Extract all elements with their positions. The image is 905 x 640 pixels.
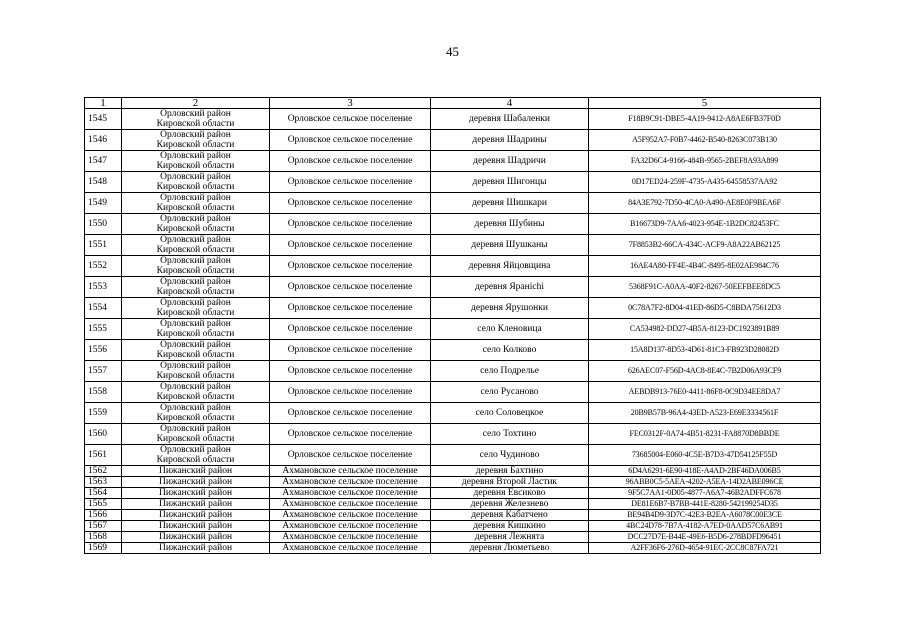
table-row (85, 277, 821, 298)
region-name: Кировской области (156, 266, 235, 276)
guid-cell: DCC27D7E-B44E-49E6-B5D6-278BDFD96451 (589, 532, 821, 543)
settlement-cell: Орловское сельское поселение (270, 193, 431, 214)
district-name: Пижанский район (158, 466, 233, 476)
settlement-cell: Орловское сельское поселение (270, 277, 431, 298)
settlement-cell: Ахмановское сельское поселение (270, 477, 431, 488)
settlement-cell: Орловское сельское поселение (270, 214, 431, 235)
place-cell: деревня Шишкари (431, 193, 589, 214)
table-row (85, 499, 821, 510)
row-number-cell: 1549 (85, 193, 122, 214)
place-cell: деревня Шигонцы (431, 172, 589, 193)
guid-cell: A5F952A7-F0B7-4462-B540-8263C073B130 (589, 130, 821, 151)
table-row (85, 235, 821, 256)
table-row (85, 424, 821, 445)
table-row (85, 510, 821, 521)
guid-cell: B16673D9-7AA6-4023-954E-1B2DC82453FC (589, 214, 821, 235)
guid-cell: 4BC24D78-7B7A-4182-A7ED-0AAD57C6AB91 (589, 521, 821, 532)
row-number-cell: 1548 (85, 172, 122, 193)
district-name: Орловский район (160, 445, 231, 455)
guid-cell: 15A8D137-8D53-4D61-81C3-FB923D28082D (589, 340, 821, 361)
region-name: Кировской области (156, 413, 235, 423)
table-row (85, 521, 821, 532)
guid-cell: 0C78A7F2-8D04-41ED-86D5-C8BDA75612D3 (589, 298, 821, 319)
column-header-2: 2 (122, 98, 270, 109)
settlement-cell: Орловское сельское поселение (270, 298, 431, 319)
settlement-cell: Орловское сельское поселение (270, 403, 431, 424)
table-row (85, 445, 821, 466)
district-cell (122, 510, 270, 521)
district-name: Орловский район (160, 193, 231, 203)
place-cell: село Русаново (431, 382, 589, 403)
table-row (85, 340, 821, 361)
place-cell: деревня Шадрины (431, 130, 589, 151)
column-header-5: 5 (589, 98, 821, 109)
district-cell (122, 466, 270, 477)
row-number-cell: 1569 (85, 543, 122, 554)
district-cell (122, 319, 270, 340)
district-name: Пижанский район (158, 543, 233, 553)
guid-cell: 73685004-E060-4C5E-B7D3-47D54125F55D (589, 445, 821, 466)
row-number-cell: 1546 (85, 130, 122, 151)
guid-cell: CA534982-DD27-4B5A-8123-DC1923891B89 (589, 319, 821, 340)
place-cell: деревня Шадричи (431, 151, 589, 172)
table-row (85, 256, 821, 277)
table-row (85, 130, 821, 151)
place-cell: деревня Кабатчено (431, 510, 589, 521)
settlement-cell: Орловское сельское поселение (270, 445, 431, 466)
table-header-row (85, 98, 821, 109)
region-name: Кировской области (156, 455, 235, 465)
district-cell (122, 543, 270, 554)
row-number-cell: 1558 (85, 382, 122, 403)
settlement-cell: Орловское сельское поселение (270, 319, 431, 340)
table-row (85, 532, 821, 543)
column-header-4: 4 (431, 98, 589, 109)
district-name: Пижанский район (158, 499, 233, 509)
place-cell: деревня Лежнята (431, 532, 589, 543)
district-name: Орловский район (160, 319, 231, 329)
guid-cell: FEC0312F-0A74-4B51-8231-FA8870D8BBDE (589, 424, 821, 445)
district-name: Орловский район (160, 298, 231, 308)
column-header-1: 1 (85, 98, 122, 109)
place-cell: деревня Яранichi (431, 277, 589, 298)
guid-cell: 0D17ED24-259F-4735-A435-64558537AA92 (589, 172, 821, 193)
district-name: Орловский район (160, 403, 231, 413)
place-cell: село Тохтино (431, 424, 589, 445)
place-cell: село Подрелье (431, 361, 589, 382)
place-cell: деревня Шушканы (431, 235, 589, 256)
guid-cell: 626AEC07-F56D-4AC8-8E4C-7B2D06A93CF9 (589, 361, 821, 382)
district-cell (122, 477, 270, 488)
district-cell (122, 172, 270, 193)
place-cell: деревня Евсиково (431, 488, 589, 499)
district-cell (122, 256, 270, 277)
guid-cell: F18B9C91-DBE5-4A19-9412-A8AE6FB37F0D (589, 109, 821, 130)
district-cell (122, 109, 270, 130)
district-name: Орловский район (160, 235, 231, 245)
guid-cell: 20B9B57B-96A4-43ED-A523-E69E3334561F (589, 403, 821, 424)
table-row (85, 488, 821, 499)
table-body (85, 109, 821, 554)
page-number: 45 (446, 44, 459, 59)
row-number-cell: 1550 (85, 214, 122, 235)
district-name: Пижанский район (158, 488, 233, 498)
guid-cell: 6D4A6291-6E90-418E-A4AD-2BF46DA006B5 (589, 466, 821, 477)
district-name: Орловский район (160, 382, 231, 392)
district-cell (122, 424, 270, 445)
district-name: Пижанский район (158, 477, 233, 487)
guid-cell: AEBDB913-76E0-4411-86F8-0C9D34EE8DA7 (589, 382, 821, 403)
row-number-cell: 1560 (85, 424, 122, 445)
settlement-cell: Ахмановское сельское поселение (270, 510, 431, 521)
table-row (85, 477, 821, 488)
settlement-cell: Ахмановское сельское поселение (270, 466, 431, 477)
table-row (85, 109, 821, 130)
region-name: Кировской области (156, 308, 235, 318)
region-name: Кировской области (156, 371, 235, 381)
row-number-cell: 1554 (85, 298, 122, 319)
guid-cell: BE94B4D9-3D7C-42E3-B2EA-A6078C00E3CE (589, 510, 821, 521)
settlement-cell: Ахмановское сельское поселение (270, 521, 431, 532)
district-cell (122, 445, 270, 466)
district-name: Орловский район (160, 277, 231, 287)
row-number-cell: 1556 (85, 340, 122, 361)
settlement-cell: Орловское сельское поселение (270, 151, 431, 172)
table-row (85, 403, 821, 424)
table-row (85, 319, 821, 340)
guid-cell: 5368F91C-A0AA-40F2-8267-50EEFBEE8DC5 (589, 277, 821, 298)
settlement-cell: Орловское сельское поселение (270, 340, 431, 361)
table-row (85, 193, 821, 214)
settlement-cell: Ахмановское сельское поселение (270, 488, 431, 499)
row-number-cell: 1563 (85, 477, 122, 488)
district-cell (122, 488, 270, 499)
settlement-cell: Орловское сельское поселение (270, 130, 431, 151)
place-cell: деревня Шабаленки (431, 109, 589, 130)
guid-cell: 16AE4A80-FF4E-4B4C-8495-8E02AE984C76 (589, 256, 821, 277)
district-cell (122, 340, 270, 361)
region-name: Кировской области (156, 329, 235, 339)
row-number-cell: 1551 (85, 235, 122, 256)
row-number-cell: 1555 (85, 319, 122, 340)
place-cell: село Колково (431, 340, 589, 361)
row-number-cell: 1565 (85, 499, 122, 510)
district-name: Орловский район (160, 424, 231, 434)
place-cell: село Чудиново (431, 445, 589, 466)
district-cell (122, 193, 270, 214)
district-cell (122, 277, 270, 298)
table-row (85, 298, 821, 319)
district-name: Орловский район (160, 109, 231, 119)
district-name: Орловский район (160, 172, 231, 182)
district-cell (122, 499, 270, 510)
guid-cell: 96ABB0C5-5AEA-4202-A5EA-14D2ABE096CE (589, 477, 821, 488)
row-number-cell: 1545 (85, 109, 122, 130)
table-row (85, 214, 821, 235)
row-number-cell: 1553 (85, 277, 122, 298)
guid-cell: 9F5C7AA1-0D05-4877-A6A7-46B2ADFFC678 (589, 488, 821, 499)
district-name: Пижанский район (158, 510, 233, 520)
row-number-cell: 1564 (85, 488, 122, 499)
table-row (85, 466, 821, 477)
region-name: Кировской области (156, 203, 235, 213)
table-row (85, 382, 821, 403)
region-name: Кировской области (156, 161, 235, 171)
settlement-cell: Орловское сельское поселение (270, 109, 431, 130)
district-cell (122, 532, 270, 543)
settlement-cell: Орловское сельское поселение (270, 235, 431, 256)
region-name: Кировской области (156, 245, 235, 255)
settlement-cell: Ахмановское сельское поселение (270, 532, 431, 543)
place-cell: деревня Кишкино (431, 521, 589, 532)
settlement-cell: Орловское сельское поселение (270, 172, 431, 193)
column-header-3: 3 (270, 98, 431, 109)
table-row (85, 172, 821, 193)
row-number-cell: 1568 (85, 532, 122, 543)
guid-cell: DE81E6B7-B7BB-441E-8280-542199254D35 (589, 499, 821, 510)
row-number-cell: 1557 (85, 361, 122, 382)
place-cell: деревня Ярушонки (431, 298, 589, 319)
place-cell: деревня Бахтино (431, 466, 589, 477)
settlement-cell: Ахмановское сельское поселение (270, 499, 431, 510)
row-number-cell: 1552 (85, 256, 122, 277)
district-cell (122, 361, 270, 382)
region-name: Кировской области (156, 140, 235, 150)
place-cell: деревня Шубины (431, 214, 589, 235)
settlement-cell: Орловское сельское поселение (270, 256, 431, 277)
guid-cell: 84A3E792-7D50-4CA0-A490-AE8E0F9BEA6F (589, 193, 821, 214)
district-name: Орловский район (160, 130, 231, 140)
district-name: Орловский район (160, 151, 231, 161)
district-cell (122, 403, 270, 424)
row-number-cell: 1559 (85, 403, 122, 424)
region-name: Кировской области (156, 287, 235, 297)
place-cell: село Кленовица (431, 319, 589, 340)
table-row (85, 543, 821, 554)
guid-cell: FA32D6C4-9166-484B-9565-2BEF8A93A899 (589, 151, 821, 172)
settlement-cell: Ахмановское сельское поселение (270, 543, 431, 554)
region-name: Кировской области (156, 434, 235, 444)
district-cell (122, 235, 270, 256)
guid-cell: A2FF36F6-276D-4654-91EC-2CC8C87FA721 (589, 543, 821, 554)
district-name: Орловский район (160, 340, 231, 350)
district-name: Орловский район (160, 361, 231, 371)
row-number-cell: 1547 (85, 151, 122, 172)
place-cell: село Соловецкое (431, 403, 589, 424)
table-row (85, 151, 821, 172)
region-name: Кировской области (156, 119, 235, 129)
table-row (85, 361, 821, 382)
row-number-cell: 1561 (85, 445, 122, 466)
place-cell: деревня Железнево (431, 499, 589, 510)
guid-cell: 7F8853B2-66CA-434C-ACF9-A8A22AB62125 (589, 235, 821, 256)
region-name: Кировской области (156, 392, 235, 402)
row-number-cell: 1566 (85, 510, 122, 521)
region-name: Кировской области (156, 182, 235, 192)
region-name: Кировской области (156, 224, 235, 234)
region-name: Кировской области (156, 350, 235, 360)
settlements-table (84, 97, 821, 554)
district-cell (122, 130, 270, 151)
district-name: Орловский район (160, 256, 231, 266)
settlement-cell: Орловское сельское поселение (270, 361, 431, 382)
district-name: Пижанский район (158, 521, 233, 531)
district-cell (122, 298, 270, 319)
settlement-cell: Орловское сельское поселение (270, 382, 431, 403)
row-number-cell: 1562 (85, 466, 122, 477)
row-number-cell: 1567 (85, 521, 122, 532)
district-name: Пижанский район (158, 532, 233, 542)
district-name: Орловский район (160, 214, 231, 224)
place-cell: деревня Яйцовщина (431, 256, 589, 277)
place-cell: деревня Люметьево (431, 543, 589, 554)
district-cell (122, 382, 270, 403)
settlement-cell: Орловское сельское поселение (270, 424, 431, 445)
district-cell (122, 214, 270, 235)
district-cell (122, 151, 270, 172)
place-cell: деревня Второй Ластик (431, 477, 589, 488)
district-cell (122, 521, 270, 532)
